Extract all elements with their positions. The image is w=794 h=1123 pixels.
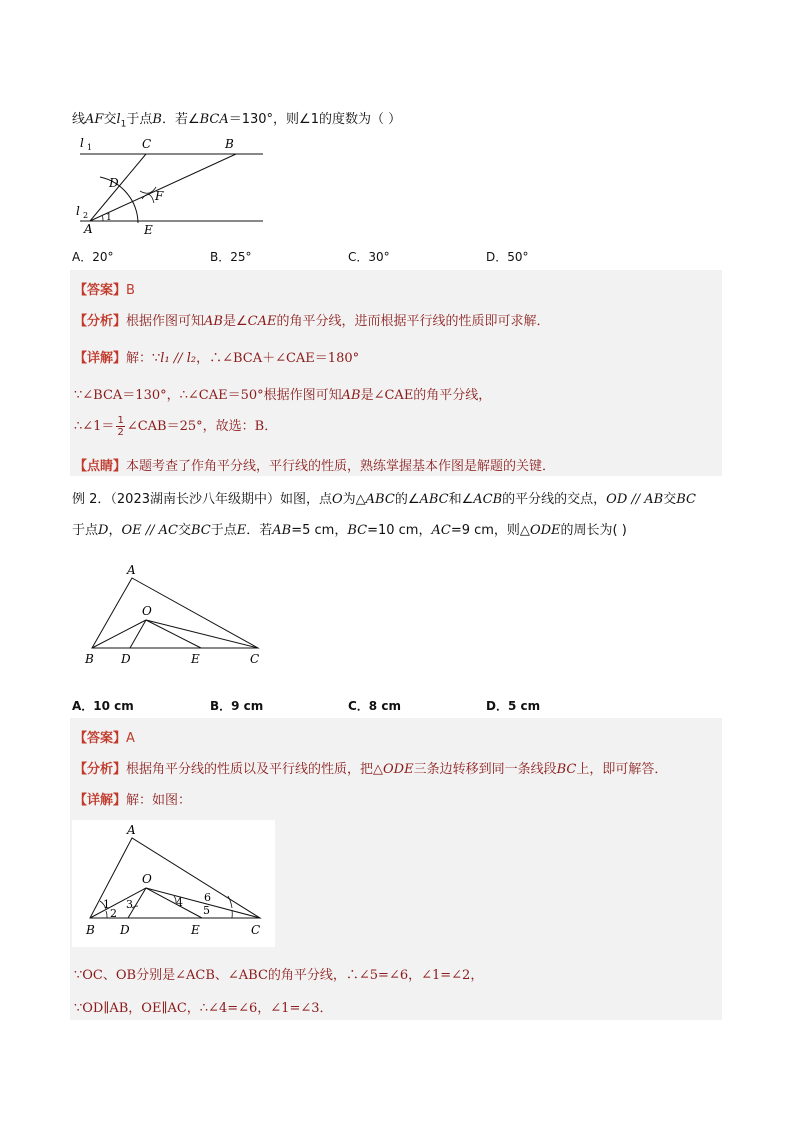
q2-analysis-row: 【分析】根据角平分线的性质以及平行线的性质，把△ODE三条边转移到同一条线段BC上，即可解答． [74,762,668,777]
q1-option-d[interactable]: D．50° [486,250,529,264]
q1-stem: 线AF交$l_1$于点B．若∠BCA＝130°，则∠1的度数为（ ） [72,112,402,130]
q1-figure [70,133,270,237]
q1-detail-line-2: ∵∠BCA＝130°，∴∠CAE＝50°根据作图可知AB是∠CAE的角平分线， [74,388,492,403]
q2-solution-box [70,718,722,1020]
q2-d-label-D: D [120,923,130,937]
q1-label-angle-1: 1 [106,213,112,223]
q1-detail-row: 【详解】解：∵l₁ // l₂，∴∠BCA＋∠CAE＝180° [74,351,360,366]
q2-angle-1: 1 [103,898,110,911]
q1-option-b[interactable]: B．25° [210,250,252,264]
q2-angle-3: 3 [126,898,133,911]
q2-label-D: D [121,652,131,666]
q1-label-l1-sub: 1 [87,143,93,152]
q2-d-label-A: A [127,823,136,837]
q2-stem-line-2: 于点D，OE // AC交BC于点E．若AB=5 cm，BC=10 cm，AC=9 cm，则△ODE的周长为( ) [72,523,627,538]
q2-detail-line-2: ∵OD∥AB，OE∥AC，∴∠4=∠6，∠1=∠3． [74,1001,333,1016]
q2-stem-line-1: 例 2．（2023湖南长沙八年级期中）如图，点O为△ABC的∠ABC和∠ACB的平分线的交点，OD // AB交BC [72,492,696,507]
q2-d-label-C: C [251,923,261,937]
q2-option-d[interactable]: D．5 cm [486,699,541,713]
q2-option-a[interactable]: A．10 cm [72,699,134,713]
q2-d-label-E: E [191,923,200,937]
q1-answer-row: 【答案】B [74,283,135,298]
q1-option-c[interactable]: C．30° [348,250,390,264]
q2-d-label-B: B [86,923,95,937]
q2-option-c[interactable]: C．8 cm [348,699,401,713]
fraction: $\frac{1}{2}$ [117,415,124,438]
q2-label-O: O [142,604,152,618]
q1-label-l1: l [80,136,84,150]
q2-label-B: B [85,652,94,666]
q2-answer-row: 【答案】A [74,731,135,746]
q1-option-a[interactable]: A．20° [72,250,114,264]
q1-detail-line-3: ∴∠1＝ $\frac{1}{2}$ ∠CAB＝25°，故选：B． [74,415,278,438]
q1-solution-box [70,270,722,476]
q1-label-l2-sub: 2 [83,211,89,220]
q2-angle-6: 6 [204,891,211,904]
q2-detail-figure [72,820,275,947]
q1-label-B: B [225,137,234,151]
q2-option-b[interactable]: B．9 cm [210,699,264,713]
q2-d-label-O: O [142,872,152,886]
q2-detail-row: 【详解】解：如图： [74,793,192,808]
q1-comment-row: 【点睛】本题考查了作角平分线，平行线的性质，熟练掌握基本作图是解题的关键． [74,459,556,474]
q1-label-E: E [144,223,153,237]
q1-label-A: A [84,222,93,236]
q2-figure [80,560,270,670]
q1-label-F: F [155,189,164,203]
q2-label-C: C [250,652,260,666]
q2-label-E: E [191,652,200,666]
q2-label-A: A [127,563,136,577]
q2-angle-2: 2 [110,907,117,920]
q1-label-C: C [142,137,152,151]
q2-angle-4: 4 [176,896,183,909]
q1-analysis-row: 【分析】根据作图可知AB是∠CAE的角平分线，进而根据平行线的性质即可求解． [74,314,550,329]
q1-label-D: D [109,176,119,190]
q2-angle-5: 5 [203,904,210,917]
q2-detail-line-1: ∵OC、OB分别是∠ACB、∠ABC的角平分线，∴∠5=∠6，∠1=∠2， [74,968,484,983]
q1-label-l2: l [76,204,80,218]
